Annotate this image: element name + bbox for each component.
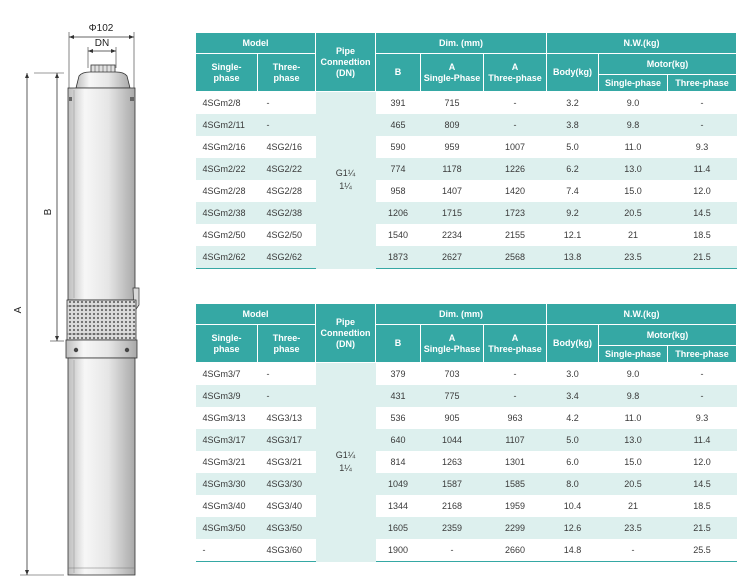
motor-single-cell: 11.0	[624, 413, 642, 423]
a-three-cell: 1420	[504, 186, 526, 196]
motor-single-cell: 15.0	[624, 457, 642, 467]
table-body	[196, 92, 737, 269]
motor-three-cell: 18.5	[693, 230, 711, 240]
a-single-cell: 1044	[421, 429, 484, 451]
table-row	[196, 385, 737, 407]
b-cell: 1049	[376, 473, 421, 495]
table-row	[196, 224, 737, 246]
model-single-cell: 4SGm3/13	[202, 413, 246, 423]
a-three-cell: 1959	[504, 501, 526, 511]
motor-single-cell: 23.5	[599, 517, 668, 539]
motor-single-cell: 9.8	[599, 385, 668, 407]
body-weight-cell: 12.1	[563, 230, 582, 240]
motor-three-cell: 14.5	[668, 202, 737, 224]
a-three-cell: 1585	[484, 473, 547, 495]
table-row	[196, 180, 737, 202]
motor-weight-header: Motor(kg)	[599, 54, 737, 75]
a-single-cell: 1263	[441, 457, 463, 467]
three-phase-header: Three- phase	[258, 54, 316, 92]
b-cell: 1605	[376, 517, 421, 539]
table-row	[196, 114, 737, 136]
dim-header: Dim. (mm)	[376, 33, 547, 54]
motor-three-cell: 21.5	[668, 246, 737, 269]
a-three-cell: 963	[507, 413, 523, 423]
motor-single-cell: 21	[628, 501, 639, 511]
model-single-cell: 4SGm2/11	[196, 114, 258, 136]
model-single-cell: 4SGm2/50	[202, 230, 246, 240]
model-header: Model	[196, 33, 316, 54]
motor-three-header: Three-phase	[668, 346, 737, 363]
b-label: B	[43, 208, 54, 216]
motor-single-header: Single-phase	[599, 346, 668, 363]
model-three-cell: 4SG2/16	[266, 142, 303, 152]
motor-single-cell: 13.0	[599, 429, 668, 451]
a-single-cell: 1587	[421, 473, 484, 495]
model-single-cell: 4SGm3/21	[202, 457, 246, 467]
table-row	[196, 363, 737, 386]
motor-single-cell: 20.5	[599, 473, 668, 495]
model-three-cell: 4SG3/30	[258, 473, 316, 495]
model-single-cell: 4SGm3/9	[196, 385, 258, 407]
a-single-cell: 703	[444, 369, 460, 379]
a-single-cell: 905	[444, 413, 460, 423]
b-header: B	[376, 54, 421, 92]
model-three-cell: 4SG2/28	[266, 186, 303, 196]
a-three-cell: 2155	[504, 230, 526, 240]
model-single-cell: 4SGm3/50	[196, 517, 258, 539]
table-header	[196, 33, 737, 92]
model-single-cell: 4SGm3/40	[202, 501, 246, 511]
a-three-cell: 1723	[484, 202, 547, 224]
spec-table-series-3	[195, 303, 737, 562]
a-single-cell: -	[421, 539, 484, 562]
model-three-cell: 4SG2/22	[258, 158, 316, 180]
table-row	[196, 539, 737, 562]
model-three-cell: -	[266, 369, 270, 379]
a-single-header: A Single-Phase	[421, 325, 484, 363]
model-single-cell: 4SGm2/16	[202, 142, 246, 152]
pump-drawing	[0, 0, 190, 580]
motor-single-cell: -	[599, 539, 668, 562]
model-single-cell: 4SGm3/7	[202, 369, 241, 379]
a-single-cell: 1407	[441, 186, 463, 196]
motor-single-cell: 20.5	[599, 202, 668, 224]
a-single-cell: 2359	[421, 517, 484, 539]
a-three-cell: 1301	[504, 457, 526, 467]
b-cell: 640	[376, 429, 421, 451]
motor-three-cell: 11.4	[668, 158, 737, 180]
table-row	[196, 429, 737, 451]
table-row	[196, 495, 737, 517]
a-three-cell: 2660	[484, 539, 547, 562]
nw-header: N.W.(kg)	[547, 33, 737, 54]
table-row	[196, 517, 737, 539]
motor-three-cell: 9.3	[695, 142, 709, 152]
body-weight-cell: 6.2	[547, 158, 599, 180]
model-single-cell: 4SGm2/62	[196, 246, 258, 269]
motor-three-cell: -	[668, 385, 737, 407]
motor-three-cell: 9.3	[695, 413, 709, 423]
table-row	[196, 136, 737, 158]
body-weight-cell: 3.0	[566, 369, 579, 379]
model-header: Model	[196, 304, 316, 325]
model-three-cell: 4SG2/50	[266, 230, 303, 240]
b-cell: 1873	[376, 246, 421, 269]
table-header	[196, 304, 737, 363]
model-three-cell: -	[266, 98, 270, 108]
b-cell: 814	[390, 457, 406, 467]
table-row	[196, 473, 737, 495]
b-cell: 590	[390, 142, 406, 152]
a-three-header: A Three-phase	[484, 54, 547, 92]
pipe-connection-cell: G1¼ 1¼	[316, 92, 376, 269]
body-weight-cell: 10.4	[563, 501, 582, 511]
motor-single-cell: 23.5	[599, 246, 668, 269]
model-single-cell: 4SGm3/30	[196, 473, 258, 495]
a-three-cell: 1007	[504, 142, 526, 152]
b-cell: 1344	[387, 501, 409, 511]
body-weight-cell: 13.8	[547, 246, 599, 269]
nw-header: N.W.(kg)	[547, 304, 737, 325]
motor-single-cell: 9.0	[626, 369, 640, 379]
model-three-cell: 4SG3/50	[258, 517, 316, 539]
model-single-cell: -	[196, 539, 258, 562]
a-single-cell: 1715	[421, 202, 484, 224]
model-three-cell: 4SG3/17	[258, 429, 316, 451]
a-single-cell: 2234	[441, 230, 463, 240]
b-cell: 391	[390, 98, 406, 108]
a-three-cell: 2568	[484, 246, 547, 269]
motor-weight-header: Motor(kg)	[599, 325, 737, 346]
motor-three-header: Three-phase	[668, 75, 737, 92]
b-cell: 465	[376, 114, 421, 136]
motor-single-cell: 15.0	[624, 186, 642, 196]
a-three-cell: 2299	[484, 517, 547, 539]
a-label: A	[13, 306, 24, 314]
motor-three-cell: 14.5	[668, 473, 737, 495]
body-weight-cell: 12.6	[547, 517, 599, 539]
model-three-cell: 4SG3/40	[266, 501, 303, 511]
dim-header: Dim. (mm)	[376, 304, 547, 325]
motor-single-header: Single-phase	[599, 75, 668, 92]
model-three-cell: -	[258, 385, 316, 407]
model-single-cell: 4SGm2/38	[196, 202, 258, 224]
body-weight-cell: 3.8	[547, 114, 599, 136]
body-weight-header: Body(kg)	[547, 54, 599, 92]
table-row	[196, 202, 737, 224]
body-weight-cell: 14.8	[547, 539, 599, 562]
body-weight-cell: 9.2	[547, 202, 599, 224]
model-three-cell: 4SG2/62	[258, 246, 316, 269]
motor-three-cell: -	[700, 369, 704, 379]
a-single-cell: 959	[444, 142, 460, 152]
a-three-cell: 1107	[484, 429, 547, 451]
motor-three-cell: 21.5	[668, 517, 737, 539]
motor-three-cell: -	[700, 98, 704, 108]
three-phase-header: Three- phase	[258, 325, 316, 363]
body-weight-cell: 5.0	[566, 142, 579, 152]
body-weight-cell: 3.2	[566, 98, 579, 108]
motor-three-cell: 12.0	[693, 457, 711, 467]
pipe-connection-header: Pipe Connedtion (DN)	[316, 33, 376, 92]
model-single-cell: 4SGm2/22	[196, 158, 258, 180]
a-three-cell: -	[513, 98, 517, 108]
table-body	[196, 363, 737, 562]
dn-label: DN	[94, 38, 110, 49]
body-weight-cell: 7.4	[566, 186, 579, 196]
body-weight-header: Body(kg)	[547, 325, 599, 363]
motor-three-cell: -	[668, 114, 737, 136]
b-cell: 536	[390, 413, 406, 423]
a-single-cell: 2168	[441, 501, 463, 511]
model-three-cell: 4SG3/13	[266, 413, 303, 423]
motor-single-cell: 11.0	[624, 142, 642, 152]
a-single-cell: 1178	[421, 158, 484, 180]
b-cell: 431	[376, 385, 421, 407]
model-three-cell: -	[258, 114, 316, 136]
table-row	[196, 451, 737, 473]
pipe-connection-cell: G1¼ 1¼	[316, 363, 376, 562]
model-single-cell: 4SGm2/8	[202, 98, 241, 108]
model-single-cell: 4SGm2/28	[202, 186, 246, 196]
b-header: B	[376, 325, 421, 363]
motor-three-cell: 11.4	[668, 429, 737, 451]
model-single-cell: 4SGm3/17	[196, 429, 258, 451]
pipe-connection-header: Pipe Connedtion (DN)	[316, 304, 376, 363]
single-phase-header: Single- phase	[196, 325, 258, 363]
motor-three-cell: 25.5	[668, 539, 737, 562]
table-row	[196, 92, 737, 115]
motor-single-cell: 13.0	[599, 158, 668, 180]
motor-single-cell: 21	[628, 230, 639, 240]
body-weight-cell: 4.2	[566, 413, 579, 423]
body-weight-cell: 5.0	[547, 429, 599, 451]
a-single-cell: 715	[444, 98, 460, 108]
single-phase-header: Single- phase	[196, 54, 258, 92]
a-three-header: A Three-phase	[484, 325, 547, 363]
model-three-cell: 4SG2/38	[258, 202, 316, 224]
a-three-cell: 1226	[484, 158, 547, 180]
b-cell: 1900	[376, 539, 421, 562]
diameter-label: Φ102	[88, 23, 114, 34]
model-three-cell: 4SG3/21	[266, 457, 303, 467]
b-cell: 958	[390, 186, 406, 196]
b-cell: 774	[376, 158, 421, 180]
b-cell: 379	[390, 369, 406, 379]
spec-table-series-2	[195, 32, 737, 269]
a-single-header: A Single-Phase	[421, 54, 484, 92]
model-three-cell: 4SG3/60	[258, 539, 316, 562]
body-weight-cell: 6.0	[566, 457, 579, 467]
body-weight-cell: 8.0	[547, 473, 599, 495]
a-single-cell: 775	[421, 385, 484, 407]
motor-single-cell: 9.8	[599, 114, 668, 136]
body-weight-cell: 3.4	[547, 385, 599, 407]
a-three-cell: -	[513, 369, 517, 379]
a-single-cell: 809	[421, 114, 484, 136]
motor-single-cell: 9.0	[626, 98, 640, 108]
table-row	[196, 158, 737, 180]
table-row	[196, 246, 737, 269]
a-single-cell: 2627	[421, 246, 484, 269]
table-row	[196, 407, 737, 429]
motor-three-cell: 12.0	[693, 186, 711, 196]
a-three-cell: -	[484, 114, 547, 136]
a-three-cell: -	[484, 385, 547, 407]
b-cell: 1206	[376, 202, 421, 224]
b-cell: 1540	[387, 230, 409, 240]
motor-three-cell: 18.5	[693, 501, 711, 511]
